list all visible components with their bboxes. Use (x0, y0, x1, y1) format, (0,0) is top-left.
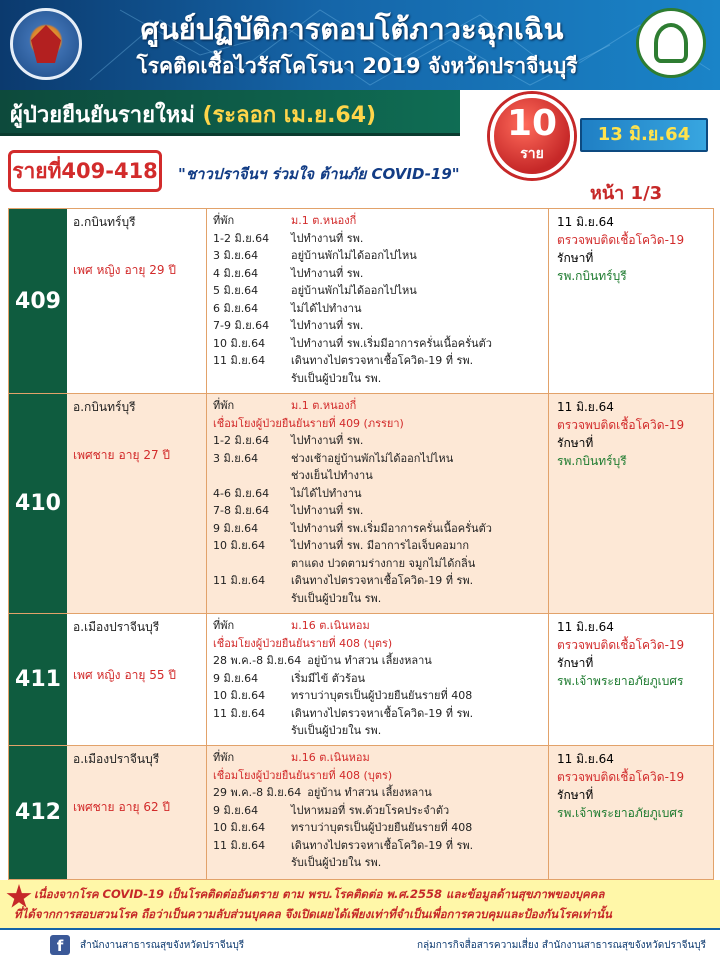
timeline-text: เชื่อมโยงผู้ป่วยยืนยันรายที่ 408 (บุตร) (213, 768, 393, 782)
case-number: 409 (9, 209, 67, 393)
timeline-text: ม.16 ต.เนินหอม (291, 619, 370, 632)
count-unit: ราย (520, 146, 544, 162)
status-treated-at: รักษาที่ (557, 788, 594, 802)
timeline-date: 10 มิ.ย.64 (213, 689, 266, 702)
timeline-entry (213, 819, 542, 837)
timeline-date: 29 พ.ค.-8 มิ.ย.64 (213, 786, 302, 799)
timeline-text: ช่วงเย็นไปทำงาน (291, 469, 373, 482)
case-status (549, 614, 713, 745)
timeline-text: เริ่มมีไข้ ตัวร้อน (291, 671, 366, 685)
timeline-date: ที่พัก (213, 214, 235, 227)
timeline-entry (213, 537, 542, 555)
status-found: ตรวจพบติดเชื้อโควิด-19 (557, 638, 685, 652)
page-title: ศูนย์ปฏิบัติการตอบโต้ภาวะฉุกเฉิน (140, 12, 564, 46)
timeline-text: ไปทำงานที่ รพ. (291, 434, 364, 447)
status-date: 11 มิ.ย.64 (557, 215, 614, 229)
timeline-text: อยู่บ้านพักไม่ได้ออกไปไหน (291, 284, 417, 297)
footer-organization: สำนักงานสาธารณสุขจังหวัดปราจีนบุรี (80, 940, 245, 951)
timeline-text: ม.1 ต.หนองกี่ (291, 214, 357, 227)
timeline-entry (213, 837, 542, 855)
case-timeline (207, 614, 549, 745)
timeline-entry (213, 749, 542, 767)
timeline-text: อยู่บ้าน ทำสวน เลี้ยงหลาน (307, 786, 432, 799)
timeline-date: 10 มิ.ย.64 (213, 336, 266, 350)
timeline-text: ตาแดง ปวดตามร่างกาย จมูกไม่ได้กลิ่น (291, 556, 476, 570)
case-row (9, 209, 713, 394)
timeline-entry (213, 572, 542, 590)
timeline-entry (213, 212, 542, 230)
case-number: 411 (9, 614, 67, 745)
timeline-date: 11 มิ.ย.64 (213, 706, 266, 720)
timeline-text: เดินทางไปตรวจหาเชื้อโควิด-19 ที่ รพ. (291, 838, 474, 852)
timeline-entry (213, 317, 542, 335)
timeline-text: เดินทางไปตรวจหาเชื้อโควิด-19 ที่ รพ. (291, 706, 474, 720)
timeline-entry (213, 722, 542, 740)
case-status (549, 746, 713, 879)
timeline-date: ที่พัก (213, 619, 235, 632)
status-hospital: รพ.กบินทร์บุรี (557, 269, 627, 283)
timeline-entry (213, 784, 542, 802)
status-found: ตรวจพบติดเชื้อโควิด-19 (557, 770, 685, 784)
case-timeline (207, 394, 549, 613)
status-hospital: รพ.เจ้าพระยาอภัยภูเบศร (557, 674, 684, 688)
header (0, 0, 720, 90)
status-hospital: รพ.เจ้าพระยาอภัยภูเบศร (557, 806, 684, 820)
timeline-entry (213, 485, 542, 503)
notice-line-1: เนื่องจากโรค COVID-19 เป็นโรคติดต่ออันตราย ตาม พรบ.โรคติดต่อ พ.ศ.2558 และข้อมูลด้านสุขภาพของบุคคล (34, 887, 605, 901)
timeline-date: 11 มิ.ย.64 (213, 838, 266, 852)
ministry-logo (636, 8, 706, 78)
case-status (549, 394, 713, 613)
report-date: 13 มิ.ย.64 (580, 118, 708, 152)
case-row (9, 394, 713, 614)
timeline-entry (213, 450, 542, 468)
facebook-icon[interactable]: f (50, 935, 70, 955)
case-timeline (207, 746, 549, 879)
patient-gender-age (73, 798, 200, 816)
timeline-text: ทราบว่าบุตรเป็นผู้ป่วยยืนยันรายที่ 408 (291, 821, 473, 834)
timeline-date: 9 มิ.ย.64 (213, 803, 259, 817)
timeline-entry (213, 397, 542, 415)
case-table (8, 208, 714, 880)
timeline-text: ไปทำงานที่ รพ.เริ่มมีอาการครั่นเนื้อครั่นตัว (291, 336, 492, 350)
timeline-date: 1-2 มิ.ย.64 (213, 434, 270, 447)
patient-gender: เพศ หญิง (73, 668, 121, 682)
timeline-entry (213, 352, 542, 370)
timeline-date: 7-8 มิ.ย.64 (213, 504, 270, 517)
status-hospital: รพ.กบินทร์บุรี (557, 454, 627, 468)
timeline-date: 3 มิ.ย.64 (213, 249, 259, 262)
patient-district: อ.กบินทร์บุรี (73, 215, 136, 229)
patient-age: อายุ 27 ปี (118, 448, 171, 462)
slogan: "ชาวปราจีนฯ ร่วมใจ ต้านภัย COVID-19" (178, 165, 460, 183)
timeline-text: เชื่อมโยงผู้ป่วยยืนยันรายที่ 409 (ภรรยา) (213, 416, 404, 430)
banner-subtitle: (ระลอก เม.ย.64) (202, 103, 377, 128)
timeline-entry (213, 555, 542, 573)
timeline-text: อยู่บ้านพักไม่ได้ออกไปไหน (291, 249, 417, 262)
timeline-entry (213, 687, 542, 705)
timeline-text: ไปทำงานที่ รพ. (291, 266, 364, 280)
timeline-entry (213, 635, 542, 653)
timeline-text: รับเป็นผู้ป่วยใน รพ. (291, 724, 382, 737)
timeline-entry (213, 467, 542, 485)
timeline-entry (213, 802, 542, 820)
timeline-date: 5 มิ.ย.64 (213, 284, 259, 297)
status-treated-at: รักษาที่ (557, 656, 594, 670)
timeline-text: ทราบว่าบุตรเป็นผู้ป่วยยืนยันรายที่ 408 (291, 689, 473, 702)
status-found: ตรวจพบติดเชื้อโควิด-19 (557, 418, 685, 432)
timeline-entry (213, 415, 542, 433)
status-treated-at: รักษาที่ (557, 251, 594, 265)
case-number: 412 (9, 746, 67, 879)
patient-district: อ.กบินทร์บุรี (73, 400, 136, 414)
timeline-entry (213, 502, 542, 520)
timeline-date: 4 มิ.ย.64 (213, 266, 259, 280)
timeline-date: 3 มิ.ย.64 (213, 451, 259, 465)
patient-gender: เพศชาย (73, 800, 115, 814)
footer (0, 928, 720, 960)
timeline-date: 11 มิ.ย.64 (213, 574, 266, 587)
case-status (549, 209, 713, 393)
timeline-entry (213, 335, 542, 353)
timeline-date: 9 มิ.ย.64 (213, 521, 259, 535)
timeline-text: ไปทำงานที่ รพ. (291, 504, 364, 517)
patient-district: อ.เมืองปราจีนบุรี (73, 620, 160, 634)
timeline-entry (213, 265, 542, 283)
timeline-text: เดินทางไปตรวจหาเชื้อโควิด-19 ที่ รพ. (291, 574, 474, 587)
case-row (9, 746, 713, 880)
timeline-date: 10 มิ.ย.64 (213, 821, 266, 834)
timeline-entry (213, 705, 542, 723)
status-date: 11 มิ.ย.64 (557, 400, 614, 414)
new-case-count (490, 94, 574, 178)
timeline-text: ไปทำงานที่ รพ.เริ่มมีอาการครั่นเนื้อครั่นตัว (291, 521, 492, 535)
timeline-date: 10 มิ.ย.64 (213, 539, 266, 552)
status-date: 11 มิ.ย.64 (557, 620, 614, 634)
timeline-date: 4-6 มิ.ย.64 (213, 486, 270, 500)
status-found: ตรวจพบติดเชื้อโควิด-19 (557, 233, 685, 247)
case-row (9, 614, 713, 746)
timeline-entry (213, 617, 542, 635)
timeline-date: 28 พ.ค.-8 มิ.ย.64 (213, 654, 302, 667)
timeline-entry (213, 282, 542, 300)
timeline-entry (213, 590, 542, 608)
timeline-entry (213, 652, 542, 670)
timeline-entry (213, 247, 542, 265)
timeline-date: 1-2 มิ.ย.64 (213, 231, 270, 245)
page-number: หน้า 1/3 (590, 183, 663, 204)
patient-gender-age (73, 666, 200, 684)
patient-info (67, 614, 207, 745)
patient-district: อ.เมืองปราจีนบุรี (73, 752, 160, 766)
timeline-entry (213, 370, 542, 388)
timeline-text: รับเป็นผู้ป่วยใน รพ. (291, 591, 382, 605)
patient-info (67, 746, 207, 879)
timeline-entry (213, 854, 542, 872)
patient-info (67, 209, 207, 393)
timeline-text: ไปทำงานที่ รพ. มีอาการไอเจ็บคอมาก (291, 539, 470, 552)
timeline-text: เดินทางไปตรวจหาเชื้อโควิด-19 ที่ รพ. (291, 354, 474, 367)
timeline-text: รับเป็นผู้ป่วยใน รพ. (291, 371, 382, 385)
timeline-date: 6 มิ.ย.64 (213, 301, 259, 315)
province-logo (10, 8, 82, 80)
banner (0, 90, 460, 136)
timeline-text: รับเป็นผู้ป่วยใน รพ. (291, 856, 382, 869)
timeline-date: ที่พัก (213, 399, 235, 412)
count-value: 10 (506, 103, 558, 144)
patient-age: อายุ 29 ปี (124, 263, 176, 277)
status-treated-at: รักษาที่ (557, 436, 594, 450)
notice-line-2: ที่ได้จากการสอบสวนโรค ถือว่าเป็นความลับส่วนบุคคล จึงเปิดเผยได้เพียงเท่าที่จำเป็นเพื่อการควบคุมและป้องกันโรคเท่านั้น (14, 907, 612, 921)
patient-info (67, 394, 207, 613)
timeline-entry (213, 670, 542, 688)
timeline-text: ม.16 ต.เนินหอม (291, 751, 370, 764)
timeline-text: อยู่บ้าน ทำสวน เลี้ยงหลาน (307, 654, 432, 667)
timeline-text: ไม่ได้ไปทำงาน (291, 486, 362, 500)
timeline-date: 9 มิ.ย.64 (213, 671, 259, 685)
timeline-date: 7-9 มิ.ย.64 (213, 319, 270, 332)
timeline-text: ไปหาหมอที่ รพ.ด้วยโรคประจำตัว (291, 803, 450, 817)
timeline-entry (213, 230, 542, 248)
timeline-entry (213, 432, 542, 450)
case-range: รายที่409-418 (8, 150, 162, 192)
timeline-text: ไปทำงานที่ รพ. (291, 231, 364, 245)
timeline-text: ไม่ได้ไปทำงาน (291, 301, 362, 315)
page-subtitle: โรคติดเชื้อไวรัสโคโรนา 2019 จังหวัดปราจีนบุรี (136, 54, 578, 78)
timeline-entry (213, 767, 542, 785)
timeline-entry (213, 300, 542, 318)
case-number: 410 (9, 394, 67, 613)
timeline-entry (213, 520, 542, 538)
timeline-text: ช่วงเช้าอยู่บ้านพักไม่ได้ออกไปไหน (291, 451, 454, 465)
timeline-date: 11 มิ.ย.64 (213, 354, 266, 367)
patient-age: อายุ 62 ปี (118, 800, 171, 814)
patient-gender: เพศ หญิง (73, 263, 121, 277)
banner-title: ผู้ป่วยยืนยันรายใหม่ (10, 103, 195, 128)
timeline-text: ม.1 ต.หนองกี่ (291, 399, 357, 412)
timeline-date: ที่พัก (213, 751, 235, 764)
patient-age: อายุ 55 ปี (124, 668, 176, 682)
timeline-text: เชื่อมโยงผู้ป่วยยืนยันรายที่ 408 (บุตร) (213, 636, 393, 650)
case-timeline (207, 209, 549, 393)
patient-gender: เพศชาย (73, 448, 115, 462)
status-date: 11 มิ.ย.64 (557, 752, 614, 766)
patient-gender-age (73, 446, 200, 464)
footer-department: กลุ่มการกิจสื่อสารความเสี่ยง สำนักงานสาธารณสุขจังหวัดปราจีนบุรี (416, 940, 706, 951)
patient-gender-age (73, 261, 200, 279)
timeline-text: ไปทำงานที่ รพ. (291, 319, 364, 332)
privacy-notice (0, 880, 720, 928)
